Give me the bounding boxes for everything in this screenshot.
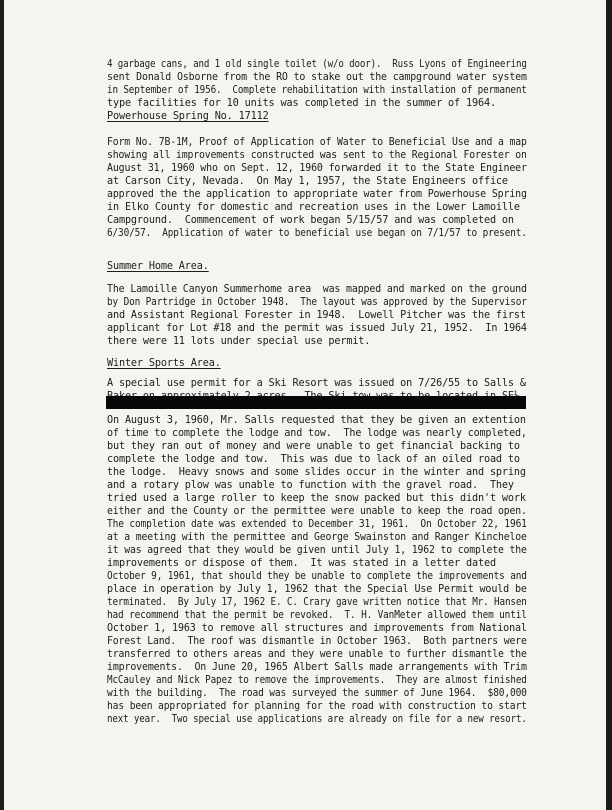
winter-sports-line: place in operation by July 1, 1962 that the Special Use Permit would be: [107, 584, 527, 595]
powerhouse-line: at Carson City, Nevada. On May 1, 1957, the State Engineers office: [107, 176, 508, 187]
winter-sports-line: had recommend that the permit be revoked. T. H. VanMeter allowed them until: [107, 610, 527, 621]
intro-line: 4 garbage cans, and 1 old single toilet (w/o door). Russ Lyons of Engineering: [107, 59, 527, 70]
intro-line: in September of 1956. Complete rehabilitation with installation of permanent: [107, 85, 527, 96]
intro-line: sent Donald Osborne from the RO to stake out the campground water system: [107, 72, 527, 83]
summer-home-line: applicant for Lot #18 and the permit was issued July 21, 1952. In 1964: [107, 323, 527, 334]
scan-border-right: [606, 0, 612, 810]
winter-sports-line: improvements or dispose of them. It was stated in a letter dated: [107, 558, 496, 569]
winter-sports-line: tried used a large roller to keep the snow packed but this didn't work: [107, 493, 526, 504]
powerhouse-line: August 31, 1960 who on Sept. 12, 1960 forwarded it to the State Engineer: [107, 163, 527, 174]
winter-sports-line: and a rotary plow was unable to function with the gravel road. They: [107, 480, 514, 491]
winter-sports-line: next year. Two special use applications are already on file for a new resort.: [107, 714, 527, 725]
winter-sports-line: complete the lodge and tow. This was due to lack of an oiled road to: [107, 454, 520, 465]
winter-sports-line: The completion date was extended to December 31, 1961. On October 22, 1961: [107, 519, 527, 530]
document-page: [4, 0, 606, 810]
winter-sports-line: Forest Land. The roof was dismantle in October 1963. Both partners were: [107, 636, 527, 647]
winter-sports-line: McCauley and Nick Papez to remove the improvements. They are almost finished: [107, 675, 527, 686]
powerhouse-line: 6/30/57. Application of water to beneficial use began on 7/1/57 to present.: [107, 228, 527, 239]
winter-sports-line: transferred to others areas and they were unable to further dismantle the: [107, 649, 527, 660]
section-heading-summer-home: Summer Home Area.: [107, 261, 209, 272]
winter-sports-line: at a meeting with the permittee and George Swainston and Ranger Kincheloe: [107, 532, 527, 543]
powerhouse-line: showing all improvements constructed was sent to the Regional Forester on: [107, 150, 527, 161]
section-heading-powerhouse-spring: Powerhouse Spring No. 17112: [107, 111, 269, 122]
winter-sports-line: with the building. The road was surveyed the summer of June 1964. $80,000: [107, 688, 527, 699]
winter-sports-line: October 9, 1961, that should they be unable to complete the improvements and: [107, 571, 527, 582]
winter-sports-line: On August 3, 1960, Mr. Salls requested that they be given an extention: [107, 415, 526, 426]
powerhouse-line: Campground. Commencement of work began 5/15/57 and was completed on: [107, 215, 514, 226]
powerhouse-line: in Elko County for domestic and recreation uses in the Lower Lamoille: [107, 202, 520, 213]
summer-home-line: by Don Partridge in October 1948. The layout was approved by the Supervisor: [107, 297, 527, 308]
winter-sports-line: October 1, 1963 to remove all structures and improvements from National: [107, 623, 527, 634]
summer-home-line: there were 11 lots under special use permit.: [107, 336, 371, 347]
powerhouse-line: Form No. 7B-1M, Proof of Application of Water to Beneficial Use and a map: [107, 137, 527, 148]
winter-sports-line: it was agreed that they would be given until July 1, 1962 to complete the: [107, 545, 527, 556]
winter-sports-line: the lodge. Heavy snows and some slides occur in the winter and spring: [107, 467, 526, 478]
summer-home-line: The Lamoille Canyon Summerhome area was mapped and marked on the ground: [107, 284, 527, 295]
summer-home-line: and Assistant Regional Forester in 1948. Lowell Pitcher was the first: [107, 310, 526, 321]
redaction-bar: [106, 396, 526, 409]
section-heading-winter-sports: Winter Sports Area.: [107, 358, 221, 369]
intro-line: type facilities for 10 units was completed in the summer of 1964.: [107, 98, 496, 109]
winter-sports-line: improvements. On June 20, 1965 Albert Salls made arrangements with Trim: [107, 662, 527, 673]
winter-sports-line: of time to complete the lodge and tow. The lodge was nearly completed,: [107, 428, 527, 439]
winter-sports-line: but they ran out of money and were unable to get financial backing to: [107, 441, 520, 452]
winter-sports-line: either and the County or the permittee were unable to keep the road open.: [107, 506, 527, 517]
winter-sports-line: terminated. By July 17, 1962 E. C. Crary gave written notice that Mr. Hansen: [107, 597, 527, 608]
winter-sports-line: A special use permit for a Ski Resort was issued on 7/26/55 to Salls &: [107, 378, 526, 389]
powerhouse-line: approved the the application to appropriate water from Powerhouse Spring: [107, 189, 527, 200]
winter-sports-line: has been appropriated for planning for the road with construction to start: [107, 701, 527, 712]
